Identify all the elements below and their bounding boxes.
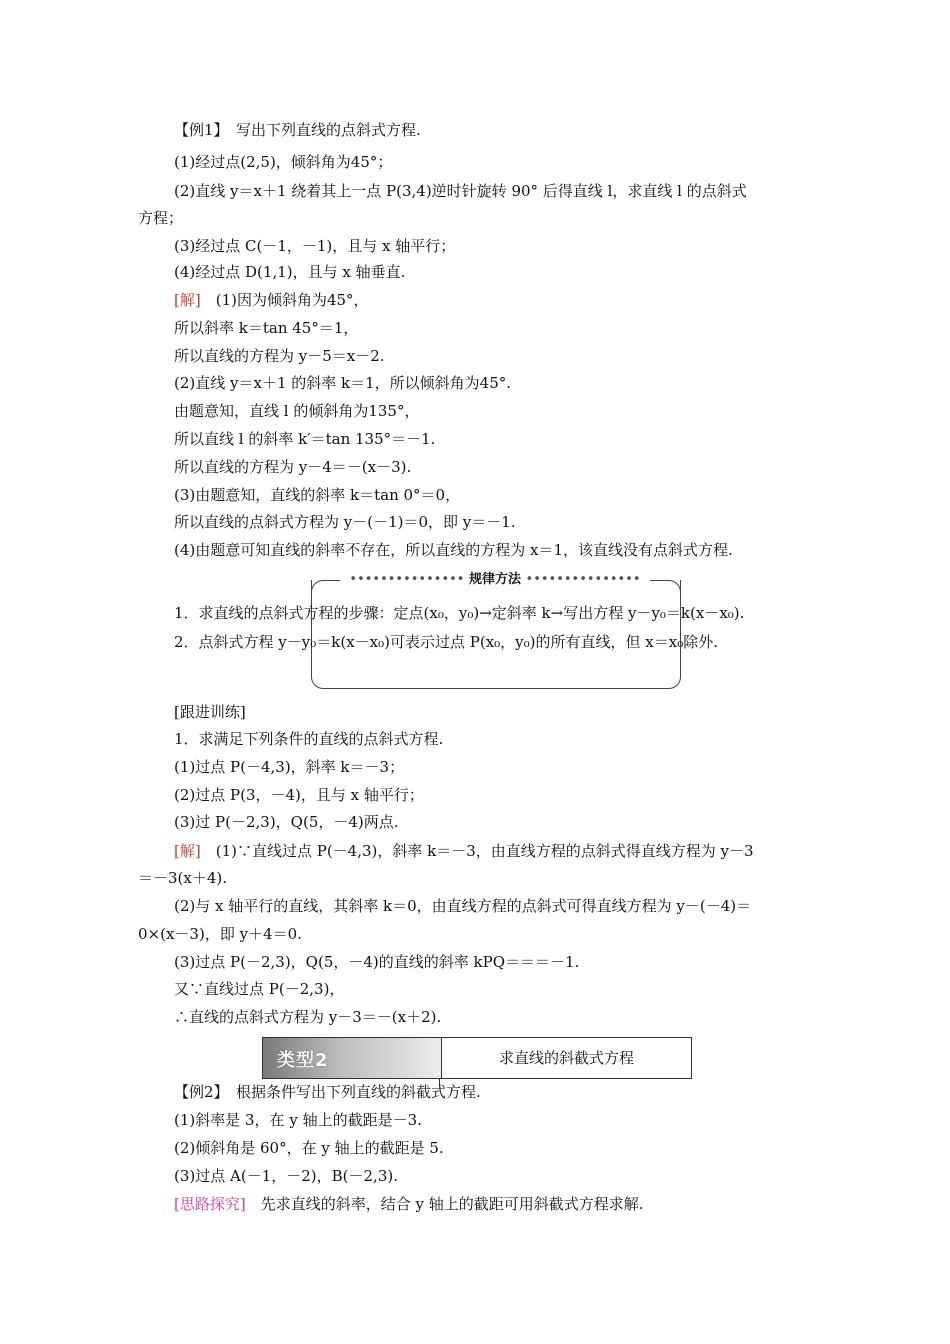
example-1-title: 【例1】 写出下列直线的点斜式方程.: [174, 121, 421, 139]
solution-1-line-3: 所以直线的方程为 y－5＝x－2.: [174, 347, 385, 365]
training-header: [跟进训练]: [174, 703, 246, 721]
example-1-q2: (2)直线 y＝x＋1 绕着其上一点 P(3,4)逆时针旋转 90° 后得直线 l，求直线 l 的点斜式: [174, 182, 747, 200]
hint-tag: [思路探究]: [174, 1195, 246, 1213]
solution-2-line-5: ∴直线的点斜式方程为 y－3＝－(x＋2).: [174, 1008, 442, 1026]
solution-1-line-7: 所以直线的方程为 y－4＝－(x－3).: [174, 458, 412, 476]
example-2-q3: (3)过点 A(－1，－2)，B(－2,3).: [174, 1167, 398, 1185]
training-q3: (3)过 P(－2,3)，Q(5，－4)两点.: [174, 813, 399, 831]
training-q1: (1)过点 P(－4,3)，斜率 k＝－3；: [174, 758, 405, 776]
training-q2: (2)过点 P(3，－4)，且与 x 轴平行；: [174, 786, 424, 804]
solution-1-line-4: (2)直线 y＝x＋1 的斜率 k＝1，所以倾斜角为45°.: [174, 374, 512, 392]
solution-tag: [解]: [174, 291, 201, 309]
solution-2-line-1-cont: ＝－3(x＋4).: [138, 869, 228, 887]
solution-1-line-5: 由题意知，直线 l 的倾斜角为135°，: [174, 402, 420, 420]
solution-1-line-10: (4)由题意可知直线的斜率不存在，所以直线的方程为 x＝1，该直线没有点斜式方程.: [174, 541, 733, 559]
solution-1-line-9: 所以直线的点斜式方程为 y－(－1)＝0，即 y＝－1.: [174, 513, 516, 531]
type-banner-label-bg: [263, 1038, 441, 1078]
dots-decoration-left: •••••••••••••••: [349, 572, 465, 587]
solution-tag: [解]: [174, 842, 201, 860]
example-1-q4: (4)经过点 D(1,1)，且与 x 轴垂直.: [174, 263, 406, 281]
solution-2-line-2-cont: 0×(x－3)，即 y＋4＝0.: [138, 925, 302, 943]
example-2-title: 【例2】 根据条件写出下列直线的斜截式方程.: [174, 1083, 481, 1101]
example-1-q2-cont: 方程；: [138, 209, 184, 227]
solution-2-line-4: 又∵直线过点 P(－2,3)，: [174, 980, 345, 998]
solution-1-line-8: (3)由题意知，直线的斜率 k＝tan 0°＝0，: [174, 486, 461, 504]
rule-point-1: 1．求直线的点斜式方程的步骤：定点(x₀，y₀)→定斜率 k→写出方程 y－y₀＝k(x－x₀).: [174, 604, 745, 622]
example-2-q1: (1)斜率是 3，在 y 轴上的截距是－3.: [174, 1111, 422, 1129]
dots-decoration-right: •••••••••••••••: [525, 572, 641, 587]
rule-box-title: ••••••••••••••• 规律方法 •••••••••••••••: [340, 570, 650, 590]
type-label: 类型2: [277, 1050, 329, 1071]
example-1-q3: (3)经过点 C(－1，－1)，且与 x 轴平行；: [174, 237, 456, 255]
example-2-hint: [思路探究] 先求直线的斜率，结合 y 轴上的截距可用斜截式方程求解.: [174, 1195, 644, 1213]
training-question: 1．求满足下列条件的直线的点斜式方程.: [174, 730, 444, 748]
solution-2-line-3: (3)过点 P(－2,3)，Q(5，－4)的直线的斜率 kPQ＝＝＝－1.: [174, 953, 580, 971]
type-title: 求直线的斜截式方程: [498, 1049, 634, 1067]
solution-1-line-2: 所以斜率 k＝tan 45°＝1，: [174, 319, 359, 337]
solution-1-line-6: 所以直线 l 的斜率 k′＝tan 135°＝－1.: [174, 430, 436, 448]
example-2-q2: (2)倾斜角是 60°，在 y 轴上的截距是 5.: [174, 1139, 444, 1157]
solution-1-line-1: [解] (1)因为倾斜角为45°，: [174, 291, 369, 309]
solution-2-line-2: (2)与 x 轴平行的直线，其斜率 k＝0，由直线方程的点斜式可得直线方程为 y－(－4)＝: [174, 897, 752, 915]
type-banner: [262, 1037, 692, 1079]
solution-2-line-1: [解] (1)∵直线过点 P(－4,3)，斜率 k＝－3，由直线方程的点斜式得直线方程为 y－3: [174, 842, 754, 860]
rule-point-2: 2．点斜式方程 y－y₀＝k(x－x₀)可表示过点 P(x₀，y₀)的所有直线，但 x＝x₀除外.: [174, 633, 718, 651]
example-1-q1: (1)经过点(2,5)，倾斜角为45°；: [174, 153, 393, 171]
